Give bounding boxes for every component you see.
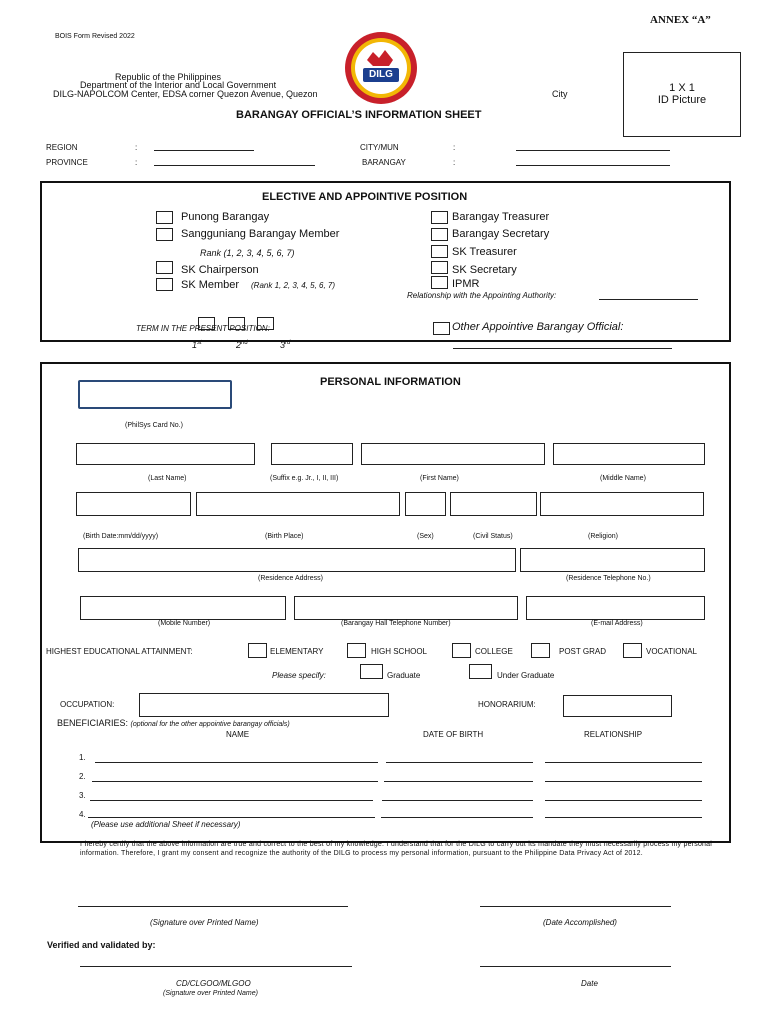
residence-tel-label: (Residence Telephone No.) — [566, 575, 651, 582]
additional-sheet-note: (Please use additional Sheet if necessary) — [91, 820, 241, 829]
dilg-logo — [343, 30, 419, 106]
please-specify-label: Please specify: — [272, 671, 326, 680]
middle-name-input[interactable] — [553, 443, 705, 465]
date-accomplished-label: (Date Accomplished) — [543, 918, 617, 927]
barangay-treasurer-checkbox[interactable] — [431, 211, 448, 224]
logo-text: DILG — [369, 69, 393, 80]
term-1-suffix: st — [197, 340, 202, 346]
birth-place-label: (Birth Place) — [265, 533, 304, 540]
other-appointive-field[interactable] — [453, 348, 672, 349]
beneficiaries-title: BENEFICIARIES: — [57, 718, 129, 728]
post-grad-label: POST GRAD — [559, 647, 606, 656]
sangguniang-member-label: Sangguniang Barangay Member — [181, 228, 340, 240]
beneficiary-name-field[interactable] — [88, 817, 375, 818]
college-label: COLLEGE — [475, 647, 513, 656]
residence-address-label: (Residence Address) — [258, 575, 323, 582]
term-1-label — [192, 340, 202, 350]
religion-input[interactable] — [540, 492, 704, 516]
verifier-signature-label: (Signature over Printed Name) — [163, 990, 258, 997]
barangay-secretary-checkbox[interactable] — [431, 228, 448, 241]
occupation-label: OCCUPATION: — [60, 700, 115, 709]
id-picture-label: ID Picture — [657, 94, 707, 106]
column-date-of-birth: DATE OF BIRTH — [423, 730, 484, 739]
date-accomplished-line[interactable] — [480, 906, 671, 907]
beneficiary-name-field[interactable] — [90, 800, 373, 801]
verifier-date-label: Date — [581, 979, 598, 988]
id-picture-size: 1 X 1 — [669, 82, 695, 94]
graduate-checkbox[interactable] — [360, 664, 383, 679]
sk-treasurer-label: SK Treasurer — [452, 246, 517, 258]
residence-address-input[interactable] — [78, 548, 516, 572]
sk-member-checkbox[interactable] — [156, 278, 173, 291]
department-line: Department of the Interior and Local Government — [80, 80, 277, 90]
high-school-checkbox[interactable] — [347, 643, 366, 658]
brgy-hall-tel-label: (Barangay Hall Telephone Number) — [341, 620, 451, 627]
under-graduate-label: Under Graduate — [497, 671, 555, 680]
province-colon: : — [135, 158, 138, 167]
graduate-label: Graduate — [387, 671, 421, 680]
vocational-label: VOCATIONAL — [646, 647, 697, 656]
barangay-secretary-label: Barangay Secretary — [452, 228, 550, 240]
column-name: NAME — [226, 730, 250, 739]
birth-date-input[interactable] — [76, 492, 191, 516]
under-graduate-checkbox[interactable] — [469, 664, 492, 679]
sk-secretary-label: SK Secretary — [452, 264, 517, 276]
relationship-label: Relationship with the Appointing Authority: — [407, 291, 557, 300]
civil-status-input[interactable] — [450, 492, 537, 516]
region-field[interactable] — [154, 150, 254, 151]
signature-line[interactable] — [78, 906, 348, 907]
beneficiary-relationship-field[interactable] — [545, 781, 702, 782]
personal-heading: PERSONAL INFORMATION — [320, 376, 461, 388]
post-grad-checkbox[interactable] — [531, 643, 550, 658]
middle-name-label: (Middle Name) — [600, 475, 646, 482]
vocational-checkbox[interactable] — [623, 643, 642, 658]
verified-by-label: Verified and validated by: — [47, 940, 156, 950]
region-label: REGION — [46, 143, 78, 152]
philsys-input[interactable] — [78, 380, 232, 409]
beneficiary-row-number: 4. — [79, 810, 86, 819]
city-mun-colon: : — [453, 143, 456, 152]
barangay-colon: : — [453, 158, 456, 167]
civil-status-label: (Civil Status) — [473, 533, 513, 540]
birth-date-label: (Birth Date:mm/dd/yyyy) — [83, 533, 159, 540]
beneficiary-name-field[interactable] — [95, 762, 378, 763]
brgy-hall-tel-input[interactable] — [294, 596, 518, 620]
sk-treasurer-checkbox[interactable] — [431, 245, 448, 258]
sk-member-label: SK Member — [181, 279, 240, 291]
term-2-number: 2 — [236, 340, 242, 350]
sex-input[interactable] — [405, 492, 446, 516]
punong-barangay-label: Punong Barangay — [181, 211, 270, 223]
beneficiary-dob-field[interactable] — [384, 781, 533, 782]
sk-chairperson-checkbox[interactable] — [156, 261, 173, 274]
last-name-input[interactable] — [76, 443, 255, 465]
sex-label: (Sex) — [417, 533, 434, 540]
occupation-input[interactable] — [139, 693, 389, 717]
suffix-label: (Suffix e.g. Jr., I, II, III) — [270, 475, 339, 482]
term-3-suffix: rd — [285, 340, 291, 346]
sangguniang-member-checkbox[interactable] — [156, 228, 173, 241]
sk-chairperson-label: SK Chairperson — [181, 264, 259, 276]
last-name-label: (Last Name) — [148, 475, 187, 482]
beneficiary-dob-field[interactable] — [381, 817, 533, 818]
ipmr-checkbox[interactable] — [431, 276, 448, 289]
beneficiary-relationship-field[interactable] — [545, 800, 702, 801]
barangay-field[interactable] — [516, 165, 670, 166]
beneficiaries-note: (optional for the other appointive barangay officials) — [130, 721, 290, 728]
republic-line: Republic of the Philippines — [114, 72, 222, 82]
term-1-number: 1 — [192, 340, 198, 350]
mobile-label: (Mobile Number) — [158, 620, 211, 627]
province-label: PROVINCE — [46, 158, 88, 167]
province-field[interactable] — [154, 165, 315, 166]
beneficiary-row-number: 2. — [79, 772, 86, 781]
beneficiary-dob-field[interactable] — [382, 800, 533, 801]
rank-note: Rank (1, 2, 3, 4, 5, 6, 7) — [200, 248, 295, 258]
sk-secretary-checkbox[interactable] — [431, 261, 448, 274]
beneficiary-row-number: 3. — [79, 791, 86, 800]
address-line: DILG-NAPOLCOM Center, EDSA corner Quezon Avenue, Quezon — [53, 89, 318, 99]
term-label: TERM IN THE PRESENT POSITION: — [136, 324, 270, 333]
column-relationship: RELATIONSHIP — [584, 730, 643, 739]
signature-label: (Signature over Printed Name) — [150, 918, 259, 927]
high-school-label: HIGH SCHOOL — [371, 647, 428, 656]
honorarium-input[interactable] — [563, 695, 672, 717]
term-3-label — [280, 340, 290, 350]
ipmr-label: IPMR — [452, 278, 480, 290]
address-city: City — [552, 89, 568, 99]
birth-place-input[interactable] — [196, 492, 400, 516]
suffix-input[interactable] — [271, 443, 353, 465]
term-2-label — [236, 340, 248, 350]
position-section — [40, 181, 731, 342]
city-mun-field[interactable] — [516, 150, 670, 151]
barangay-label: BARANGAY — [362, 158, 406, 167]
city-mun-label: CITY/MUN — [360, 143, 399, 152]
email-label: (E-mail Address) — [591, 620, 643, 627]
philsys-label: (PhilSys Card No.) — [125, 422, 183, 429]
elementary-checkbox[interactable] — [248, 643, 267, 658]
page-title: BARANGAY OFFICIAL’S INFORMATION SHEET — [236, 109, 482, 121]
punong-barangay-checkbox[interactable] — [156, 211, 173, 224]
term-3-number: 3 — [280, 340, 286, 350]
barangay-treasurer-label: Barangay Treasurer — [452, 211, 550, 223]
verifier-signature-line[interactable] — [80, 966, 352, 967]
other-appointive-label: Other Appointive Barangay Official: — [452, 321, 624, 333]
residence-tel-input[interactable] — [520, 548, 705, 572]
beneficiary-row-number: 1. — [79, 753, 86, 762]
religion-label: (Religion) — [588, 533, 618, 540]
college-checkbox[interactable] — [452, 643, 471, 658]
beneficiary-relationship-field[interactable] — [545, 817, 702, 818]
honorarium-label: HONORARIUM: — [478, 700, 536, 709]
education-label: HIGHEST EDUCATIONAL ATTAINMENT: — [46, 647, 193, 656]
id-picture-box — [623, 52, 741, 137]
term-2-suffix: nd — [241, 340, 248, 346]
beneficiary-dob-field[interactable] — [386, 762, 533, 763]
first-name-input[interactable] — [361, 443, 545, 465]
email-input[interactable] — [526, 596, 705, 620]
form-code: BOIS Form Revised 2022 — [55, 33, 135, 40]
verifier-title: CD/CLGOO/MLGOO — [176, 979, 251, 988]
annex-label: ANNEX “A” — [650, 14, 711, 26]
certification-text: I hereby certify that the above information are true and correct to the best of my knowledge. I understand that for the DILG to carry out its mandate they must necessarily process my personal information. Therefore, I grant my consent and recognize the authority of the DILG to process my personal information, pursuant to the Philippine Data Privacy Act of 2012. — [80, 841, 712, 857]
beneficiaries-label — [57, 718, 290, 728]
beneficiary-relationship-field[interactable] — [545, 762, 702, 763]
sk-member-rank-note: (Rank 1, 2, 3, 4, 5, 6, 7) — [251, 281, 336, 290]
relationship-field[interactable] — [599, 299, 698, 300]
beneficiary-name-field[interactable] — [92, 781, 378, 782]
mobile-input[interactable] — [80, 596, 286, 620]
region-colon: : — [135, 143, 138, 152]
verifier-date-line[interactable] — [480, 966, 671, 967]
first-name-label: (First Name) — [420, 475, 459, 482]
elementary-label: ELEMENTARY — [270, 647, 324, 656]
position-heading: ELECTIVE AND APPOINTIVE POSITION — [262, 191, 468, 203]
other-appointive-checkbox[interactable] — [433, 322, 450, 335]
